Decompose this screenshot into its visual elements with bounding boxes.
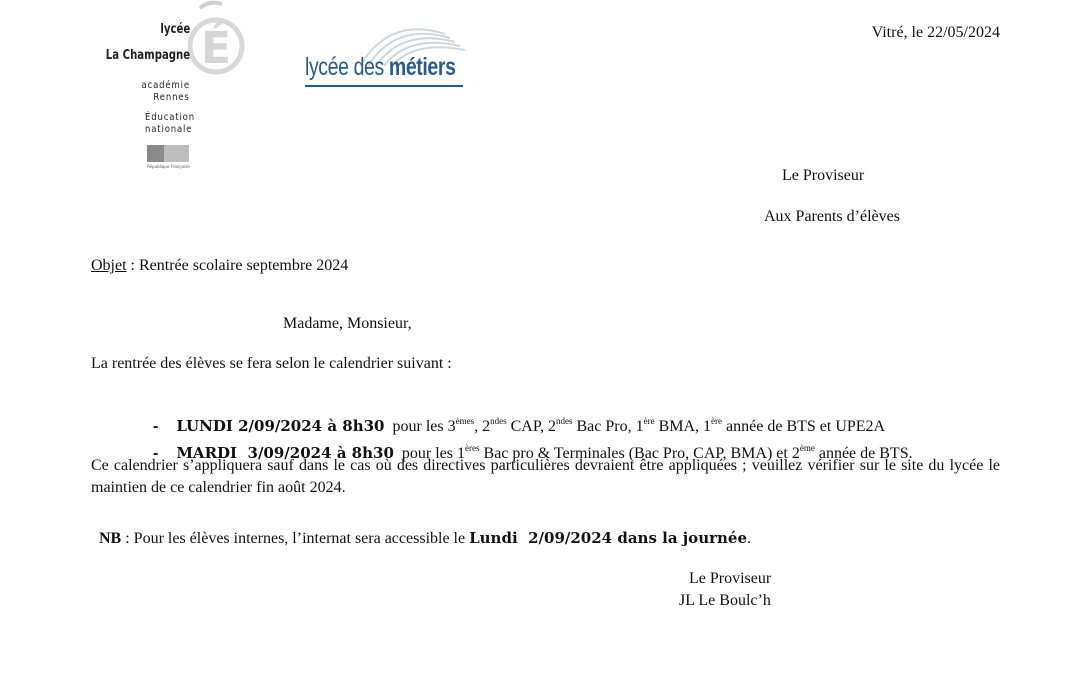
schedule-sup: ère <box>711 416 723 426</box>
schedule-text: année de BTS et UPE2A <box>722 418 886 435</box>
nb-line <box>91 511 751 548</box>
object-text: Rentrée scolaire septembre 2024 <box>139 257 349 274</box>
seal-letter: É <box>200 23 232 74</box>
schedule-text: année de BTS. <box>814 445 913 462</box>
school-logo-line6: nationale <box>145 124 193 135</box>
school-logo-line5: Éducation <box>145 112 195 123</box>
intro: La rentrée des élèves se fera selon le calendrier suivant : <box>91 355 452 372</box>
schedule-sup: ndes <box>490 416 507 426</box>
school-logo-line1: lycée <box>160 22 190 37</box>
school-logo <box>100 0 232 178</box>
list-dash: - <box>153 418 159 435</box>
schedule-text: pour les 1 <box>393 445 466 462</box>
schedule-when: LUNDI 2/09/2024 à 8h30 <box>176 417 385 435</box>
sender: Le Proviseur <box>782 167 865 184</box>
object-label: Objet <box>91 257 127 274</box>
schedule-when: MARDI 3/09/2024 à 8h30 <box>176 444 394 462</box>
nb-end: . <box>747 530 751 547</box>
object-line <box>91 257 348 275</box>
schedule-text: Bac Pro, 1 <box>572 418 644 435</box>
schedule-sup: ères <box>465 443 480 453</box>
metiers-underline <box>305 85 463 87</box>
list-dash: - <box>153 445 159 462</box>
nb-text: : Pour les élèves internes, l’internat sera accessible le <box>121 530 470 547</box>
nb-bold: Lundi 2/09/2024 dans la journée <box>469 529 747 547</box>
metiers-logo <box>305 20 470 92</box>
signature-title: Le Proviseur <box>689 570 772 587</box>
signature-name: JL Le Boulc’h <box>679 592 771 609</box>
schedule-text: Bac pro & Terminales (Bac Pro, CAP, BMA) et 2 <box>479 445 800 462</box>
school-logo-line3: académie <box>141 80 190 91</box>
object-sep: : <box>126 257 139 274</box>
schedule-text: pour les 3 <box>384 418 456 435</box>
salutation: Madame, Monsieur, <box>283 315 412 332</box>
school-logo-line4: Rennes <box>153 92 190 103</box>
schedule-sup: ème <box>799 443 815 453</box>
seal-e-icon <box>188 0 248 82</box>
schedule-text: BMA, 1 <box>654 418 712 435</box>
schedule-sup: èmes <box>455 416 475 426</box>
metiers-logo-text-a: lycée des <box>305 53 389 81</box>
schedule-sup: ndes <box>555 416 573 426</box>
schedule-text: , 2 <box>474 418 491 435</box>
metiers-logo-text-b: métiers <box>388 53 456 81</box>
marianne-caption: République Française <box>147 164 190 169</box>
school-logo-line2: La Champagne <box>105 48 190 63</box>
place-date: Vitré, le 22/05/2024 <box>871 24 1000 41</box>
notice-paragraph: Ce calendrier s’appliquera sauf dans le cas où des directives particulières devraient être appliquées ; veuillez vérifier sur le site du lycée le maintien de ce calendrier fin août 2024. <box>91 457 1000 496</box>
schedule-text: CAP, 2 <box>506 418 556 435</box>
marianne-icon <box>147 145 189 162</box>
nb-label: NB <box>99 530 122 547</box>
schedule-sup: ère <box>643 416 655 426</box>
recipient: Aux Parents d’élèves <box>764 208 900 225</box>
